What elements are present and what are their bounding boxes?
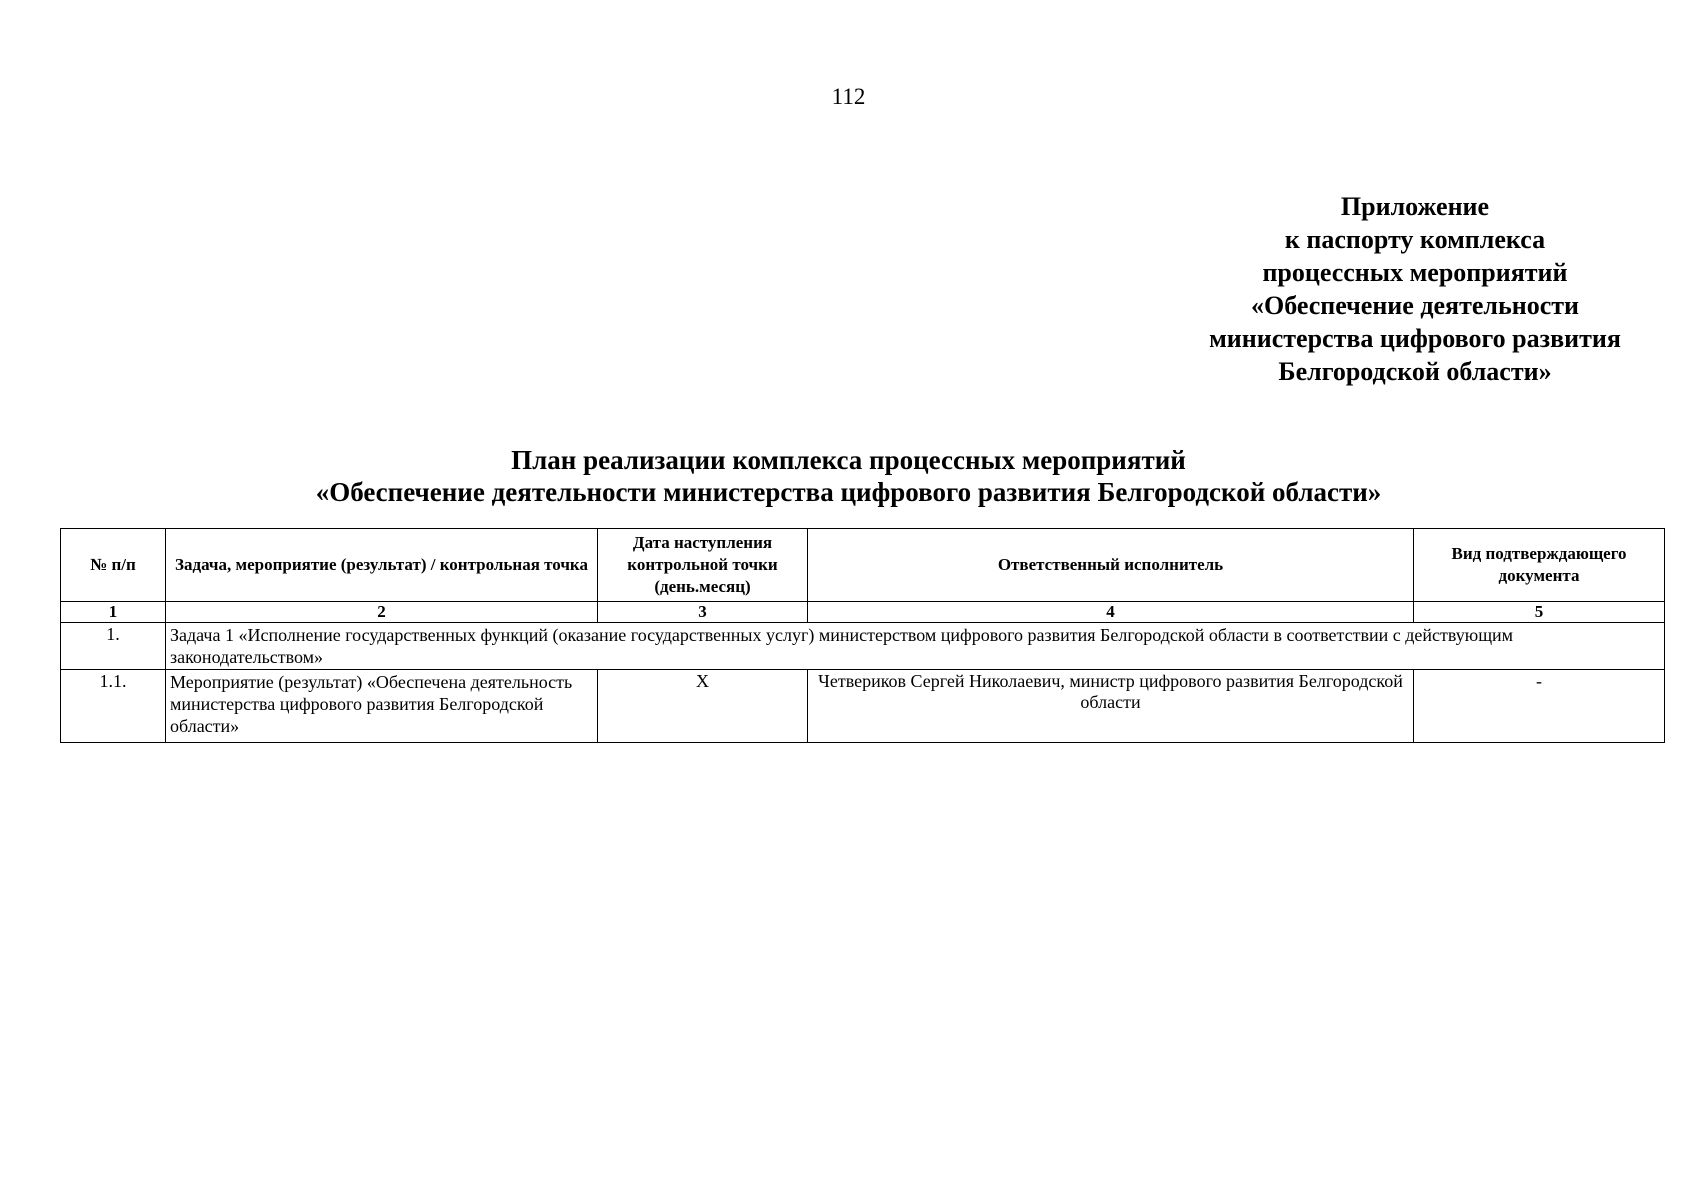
appendix-line: процессных мероприятий <box>1262 258 1568 287</box>
table-header-row <box>61 529 1665 602</box>
table-row <box>61 670 1665 743</box>
appendix-line: к паспорту комплекса <box>1284 225 1546 254</box>
column-number: 1 <box>61 602 166 623</box>
plan-table <box>60 528 1665 743</box>
appendix-line: «Обеспечение деятельности <box>1250 291 1580 320</box>
header-responsible: Ответственный исполнитель <box>808 529 1414 602</box>
plan-title-line: «Обеспечение деятельности министерства цифрового развития Белгородской области» <box>315 477 1382 507</box>
task-text: Задача 1 «Исполнение государственных функций (оказание государственных услуг) министерством цифрового развития Белгородской области в соответствии с действующим законодательством» <box>166 623 1665 670</box>
column-number-row <box>61 602 1665 623</box>
header-document: Вид подтверждающего документа <box>1414 529 1665 602</box>
event-responsible: Четвериков Сергей Николаевич, министр цифрового развития Белгородской области <box>808 670 1414 743</box>
plan-title <box>0 444 1697 508</box>
header-date: Дата наступления контрольной точки (день.месяц) <box>598 529 808 602</box>
plan-title-line: План реализации комплекса процессных мероприятий <box>511 445 1186 475</box>
event-document: - <box>1414 670 1665 743</box>
appendix-line: Приложение <box>1340 192 1490 221</box>
appendix-heading <box>1180 190 1650 388</box>
page-number: 112 <box>831 84 866 109</box>
header-task: Задача, мероприятие (результат) / контрольная точка <box>166 529 598 602</box>
column-number: 2 <box>166 602 598 623</box>
column-number: 4 <box>808 602 1414 623</box>
appendix-line: Белгородской области» <box>1278 357 1552 386</box>
header-number: № п/п <box>61 529 166 602</box>
event-text: Мероприятие (результат) «Обеспечена деятельность министерства цифрового развития Белгородской области» <box>166 670 598 743</box>
task-number: 1. <box>61 623 166 670</box>
event-number: 1.1. <box>61 670 166 743</box>
event-date: X <box>598 670 808 743</box>
appendix-line: министерства цифрового развития <box>1209 324 1621 353</box>
column-number: 5 <box>1414 602 1665 623</box>
table-row <box>61 623 1665 670</box>
column-number: 3 <box>598 602 808 623</box>
